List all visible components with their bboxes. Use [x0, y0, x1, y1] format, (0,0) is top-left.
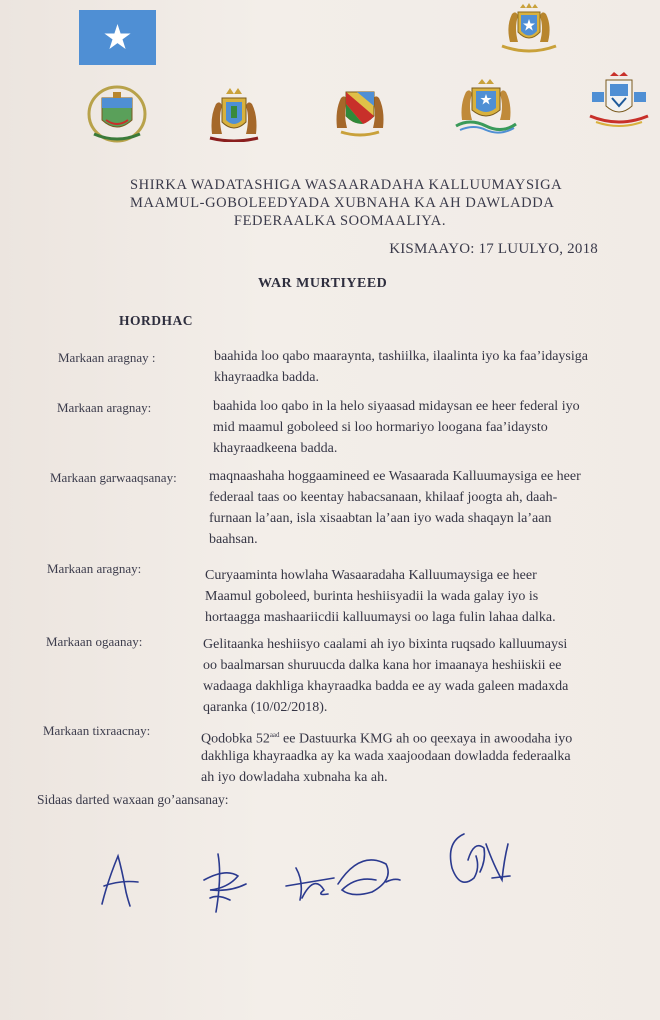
clause-label: Markaan aragnay:: [47, 561, 142, 576]
signature-1: [102, 856, 138, 906]
state-emblem-5-icon: [588, 72, 650, 135]
signature-2: [204, 854, 246, 912]
clause-text-line: dakhliga khayraadka ay ka wada xaajoodaan dowladda federaalka: [201, 749, 571, 764]
clause-text-line: ah iyo dowladaha xubnaha ka ah.: [201, 770, 388, 785]
clause-text-line: furnaan la’aan, isla xisaabtan la’aan iyo wada shaqayn la’aan: [209, 511, 552, 526]
clause-text-line: khayraadkeena badda.: [213, 441, 338, 456]
clause-text-line: Maamul goboleed, burinta heshiisyadii la wada galay iyo is: [205, 589, 539, 604]
dateline: KISMAAYO: 17 LUULYO, 2018: [389, 241, 598, 257]
clause-label: Markaan aragnay:: [57, 400, 152, 415]
closing-statement: Sidaas darted waxaan go’aansanay:: [37, 792, 229, 807]
clause-text-line: oo baalmarsan shuruucda dalka kana hor imaanaya heshiiskii ee: [203, 658, 562, 673]
clause-text-line: baahsan.: [209, 532, 258, 547]
clause-label: Markaan garwaaqsanay:: [50, 470, 177, 485]
clause-text-line: Curyaaminta howlaha Wasaaradaha Kalluumaysiga ee heer: [205, 568, 537, 583]
clause-label: Markaan ogaanay:: [46, 634, 143, 649]
federal-coat-of-arms-icon: [496, 2, 562, 59]
clause-text-line: khayraadka badda.: [214, 370, 319, 385]
state-emblem-3-icon: [331, 82, 389, 143]
clause-text-line: hortaagga mashaariicdii kalluumaysi oo laga fulin lahaa dalka.: [205, 610, 556, 625]
clause-text-line: maqnaashaha hoggaamineed ee Wasaarada Kalluumaysiga ee heer: [209, 469, 581, 484]
somali-flag-icon: [79, 10, 156, 65]
clause-text-line: Gelitaanka heshiisyo caalami ah iyo bixinta ruqsado kalluumaysi: [203, 637, 568, 652]
clause-text-line: baahida loo qabo in la helo siyaasad midaysan ee heer federal iyo: [213, 399, 580, 414]
state-emblem-2-icon: [204, 86, 264, 147]
signature-4: [451, 834, 511, 882]
header-line-1: SHIRKA WADATASHIGA WASAARADAHA KALLUUMAYSIGA: [130, 177, 563, 193]
article-reference: Qodobka 52: [201, 731, 270, 747]
signature-3: [286, 860, 400, 900]
state-emblem-4-icon: [452, 78, 520, 141]
clause-text-line: federaal taas oo keentay habacsanaan, khilaaf joogta ah, daah-: [209, 490, 558, 505]
header-line-3: FEDERAALKA SOOMAALIYA.: [233, 213, 447, 229]
signatures-area: [90, 820, 530, 930]
clause-text-fragment: ee Dastuurka KMG ah oo qeexaya in awoodaha iyo: [279, 731, 573, 747]
clause-text-line: baahida loo qabo maaraynta, tashiilka, ilaalinta iyo ka faa’idaysiga: [214, 349, 588, 364]
state-emblem-1-icon: [84, 84, 150, 149]
clause-text-line: mid maamul goboleed si loo hormariyo loogana faa’idaysto: [213, 420, 548, 435]
clause-text-line: qaranka (10/02/2018).: [203, 700, 328, 715]
section-heading: HORDHAC: [119, 313, 193, 328]
clause-text-line: wadaaga dakhliga khayraadka badda ee ay wada galeen madaxda: [203, 679, 569, 694]
ordinal-suffix: aad: [269, 731, 280, 739]
header-line-2: MAAMUL-GOBOLEEDYADA XUBNAHA KA AH DAWLADDA: [130, 195, 555, 211]
document-header: [130, 176, 563, 230]
clause-label: Markaan aragnay :: [58, 350, 156, 365]
clause-label: Markaan tixraacnay:: [43, 723, 151, 738]
document-title: WAR MURTIYEED: [258, 276, 388, 291]
